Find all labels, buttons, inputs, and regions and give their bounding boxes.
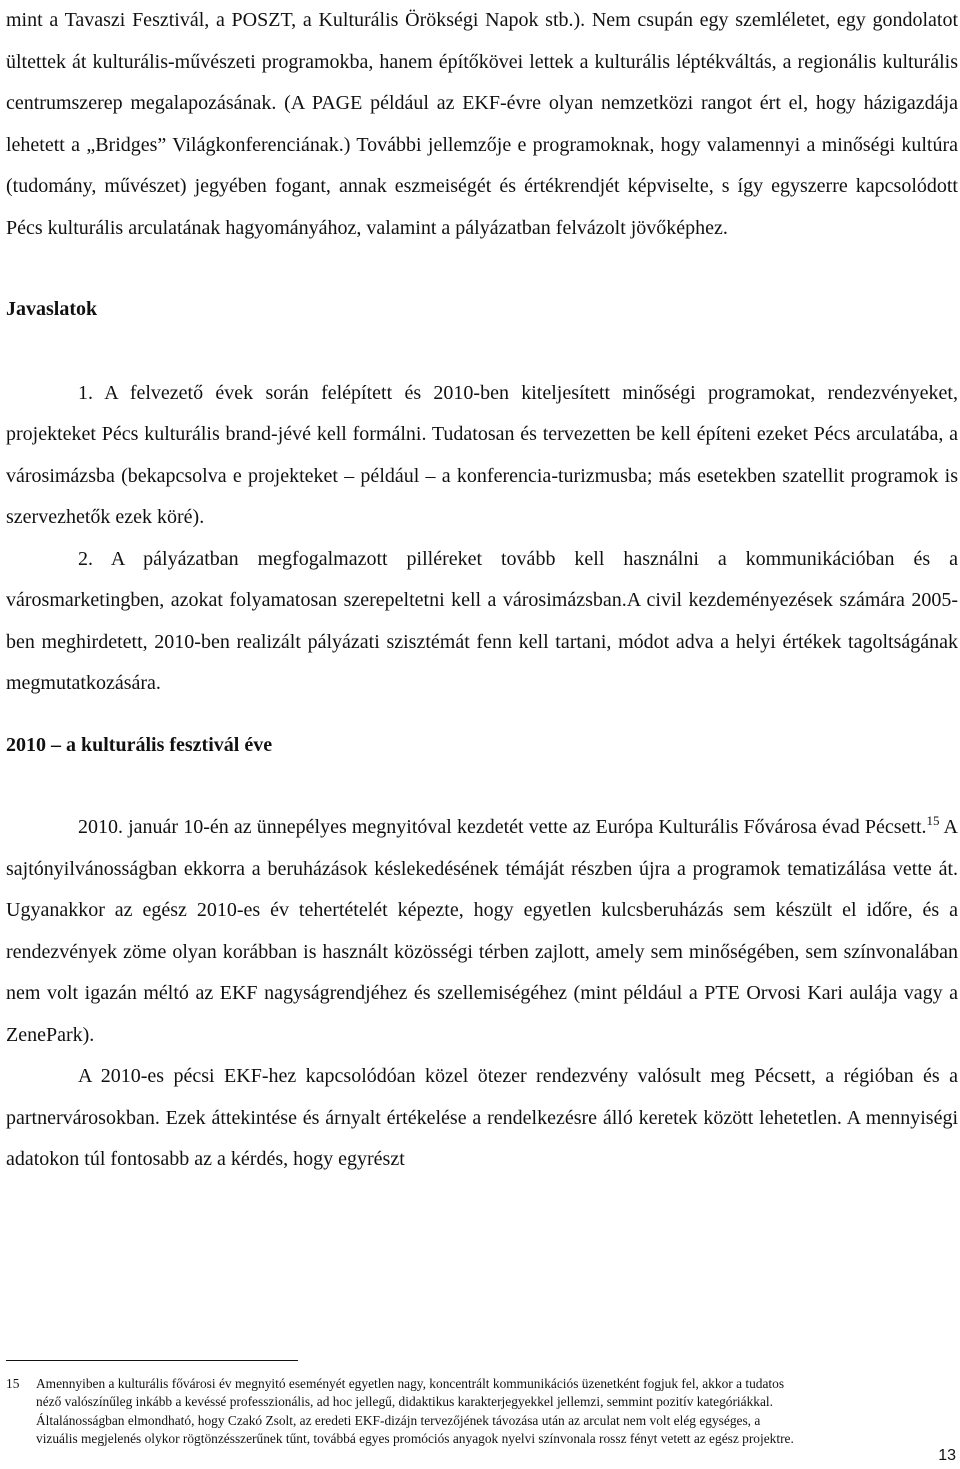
paragraph-2010-opening-start: 2010. január 10-én az ünnepélyes megnyitóval kezdetét vette az Európa Kulturális Fővárosa évad Pécsett. xyxy=(78,816,927,838)
footnote-line-1: Amennyiben a kulturális fővárosi év megnyitó eseményét egyetlen nagy, koncentrált kommunikációs üzenetként fogjuk fel, akkor a tudatos xyxy=(36,1376,785,1391)
footnote-reference-15[interactable]: 15 xyxy=(926,813,940,828)
footnote-line-3: Általánosságban elmondható, hogy Czakó Zsolt, az eredeti EKF-dizájn tervezőjének távozása után az arculat nem volt elég egységes, a xyxy=(36,1412,761,1428)
paragraph-intro: mint a Tavaszi Fesztivál, a POSZT, a Kulturális Örökségi Napok stb.). Nem csupán egy szemléletet, egy gondolatot ültettek át kulturális-művészeti programokba, hanem építőkövei lettek a kulturális léptékváltás, a regionális kulturális centrumszerep megalapozásának. (A PAGE például az EKF-évre olyan nemzetközi rangot ért el, hogy házigazdája lehetett a „Bridges” Világkonferenciának.) További jellemzője e programoknak, hogy valamennyi a minőségi kultúra (tudomány, művészet) jegyében fogant, annak eszmeiségét és értékrendjét képviselte, s így egyszerre kapcsolódott Pécs kulturális arculatának hagyományához, valamint a pályázatban felvázolt jövőképhez. xyxy=(6,9,958,239)
paragraph-proposal-2: 2. A pályázatban megfogalmazott pilléreket tovább kell használni a kommunikációban és a városmarketingben, azokat folyamatosan szerepeltetni kell a városimázsban.A civil kezdeményezések számára 2005-ben meghirdetett, 2010-ben realizált pályázati szisztémát fenn kell tartani, módot adva a helyi értékek tagoltságának megmutatkozására. xyxy=(6,547,958,694)
footnote-line-2: néző valószínűleg inkább a kevéssé professzionális, ad hoc jellegű, didaktikus karakterjegyekkel jellemzi, semmint pozitív kategóriákkal. xyxy=(36,1394,773,1410)
paragraph-proposal-1: 1. A felvezető évek során felépített és 2010-ben kiteljesített minőségi programokat, rendezvényeket, projekteket Pécs kulturális brand-jévé kell formálni. Tudatosan és tervezetten be kell építeni ezeket Pécs arculatába, a városimázsba (bekapcsolva e projekteket – például – a konferencia-turizmusba; más esetekben szatellit programok is szervezhetők ezek köré). xyxy=(6,381,958,528)
paragraph-2010-opening-rest: A sajtónyilvánosságban ekkorra a beruházások késlekedésének témáját részben újra a programok tematizálása vette át. Ugyanakkor az egész 2010-es év tehertételét képezte, hogy egyetlen kulcsberuházás sem készült el időre, és a rendezvények zöme olyan korábban is használt közösségi térben zajlott, amely sem minőségében, sem színvonalában nem volt igazán méltó az EKF nagyságrendjéhez és szellemiségéhez (mint például a PTE Orvosi Kari aulája vagy a ZenePark). xyxy=(6,816,958,1046)
heading-2010-festival: 2010 – a kulturális fesztivál éve xyxy=(6,733,273,756)
paragraph-2010-opening xyxy=(6,807,958,1056)
page-number: 13 xyxy=(938,1447,956,1464)
heading-javaslatok: Javaslatok xyxy=(6,298,98,320)
footnote-separator xyxy=(6,1360,298,1361)
footnote-number: 15 xyxy=(6,1376,20,1391)
footnote-15 xyxy=(6,1375,958,1448)
footnote-line-4: vizuális megjelenés olykor rögtönzésszerűnek tűnt, továbbá egyes promóciós anyagok nyelvi színvonala rossz fényt vetett az egész projektre. xyxy=(36,1430,794,1446)
document-page xyxy=(6,0,958,1181)
paragraph-events-overview: A 2010-es pécsi EKF-hez kapcsolódóan közel ötezer rendezvény valósult meg Pécsett, a régióban és a partnervárosokban. Ezek áttekintése és árnyalt értékelése a rendelkezésre álló keretek között lehetetlen. A mennyiségi adatokon túl fontosabb az a kérdés, hogy egyrészt xyxy=(6,1065,958,1170)
footnote-first-line xyxy=(6,1375,958,1393)
